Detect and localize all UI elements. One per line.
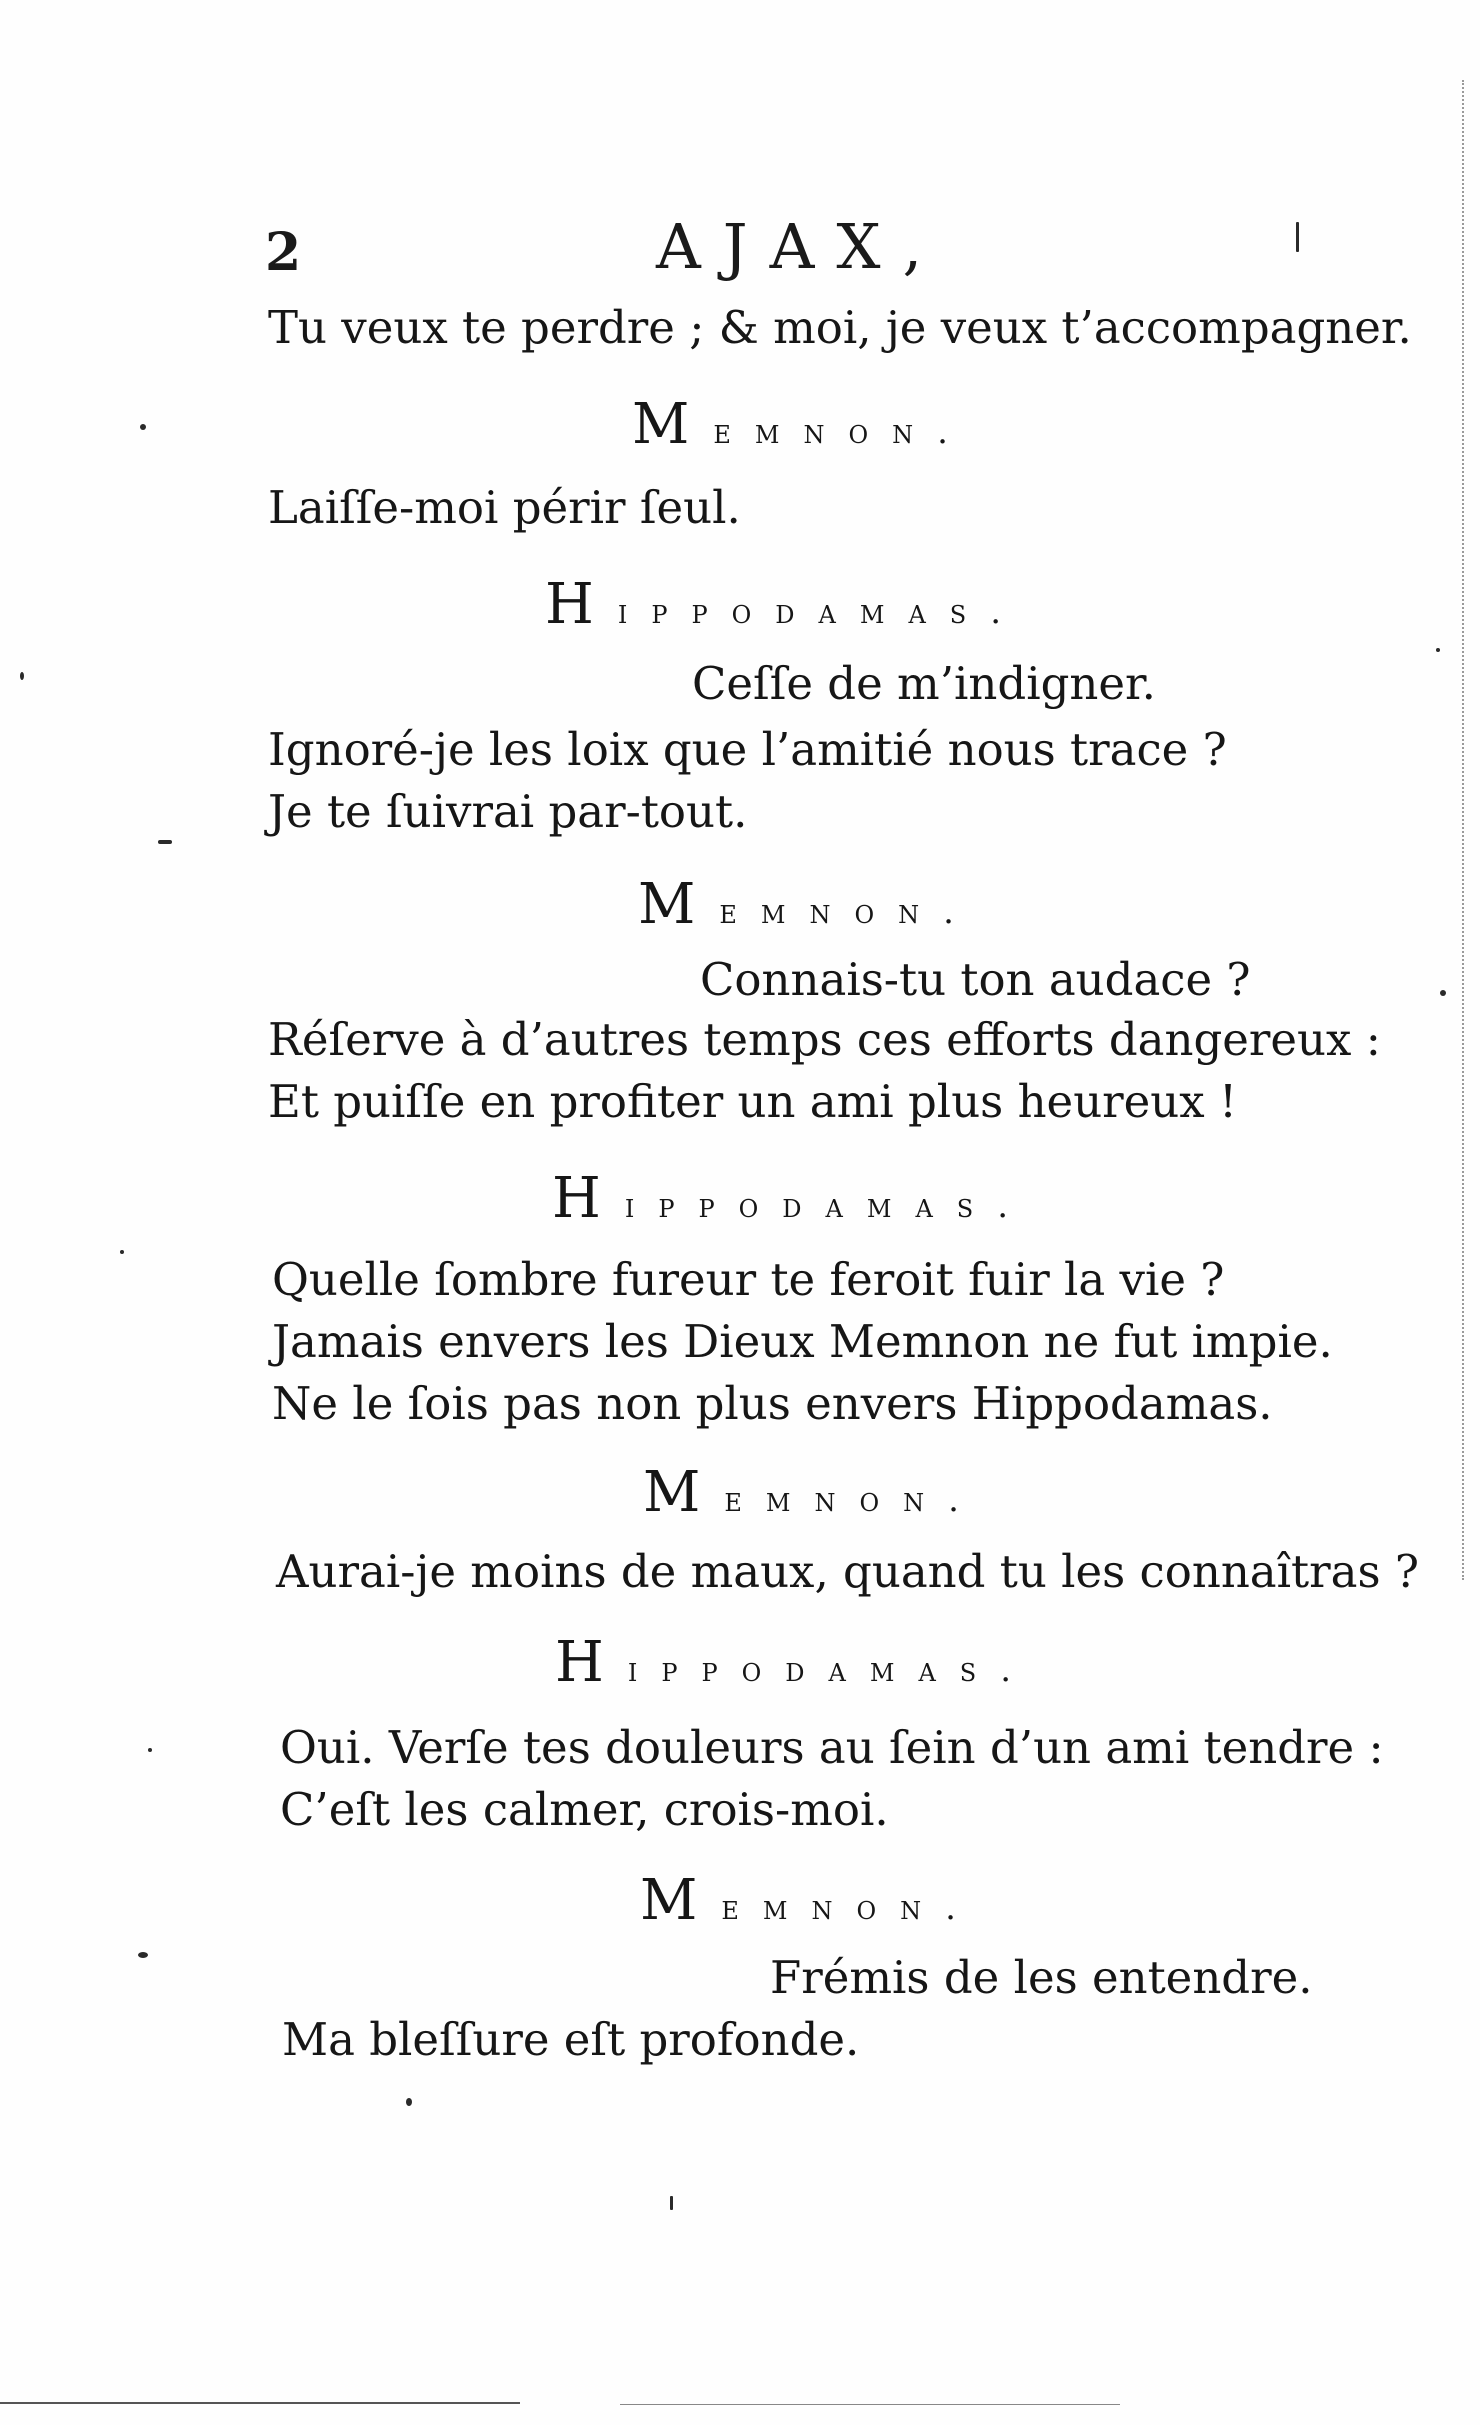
paper-speck bbox=[158, 840, 172, 844]
speaker-rest: ippodamas. bbox=[627, 1650, 1036, 1690]
verse-line: Quelle ſombre fureur te feroit fuir la vie ? bbox=[272, 1253, 1225, 1306]
speaker-rest: emnon. bbox=[724, 1480, 983, 1520]
speaker-initial: H bbox=[555, 1630, 628, 1695]
speaker-initial: M bbox=[638, 872, 720, 937]
verse-line: Ne le ſois pas non plus envers Hippodamas. bbox=[272, 1377, 1273, 1430]
speaker-initial: M bbox=[632, 392, 714, 457]
speaker-initial: H bbox=[552, 1166, 625, 1231]
paper-speck bbox=[20, 672, 24, 680]
speaker-initial: M bbox=[640, 1868, 722, 1933]
paper-speck bbox=[138, 1952, 148, 1958]
verse-line: C’eſt les calmer, crois-moi. bbox=[280, 1783, 889, 1836]
verse-line: Jamais envers les Dieux Memnon ne fut impie. bbox=[272, 1315, 1333, 1368]
speaker-name bbox=[638, 872, 978, 937]
verse-line: Ceſſe de m’indigner. bbox=[692, 657, 1156, 710]
paper-speck bbox=[120, 1250, 124, 1254]
verse-line: Connais-tu ton audace ? bbox=[700, 953, 1251, 1006]
speaker-rest: emnon. bbox=[713, 412, 972, 452]
verse-line: Aurai-je moins de maux, quand tu les connaîtras ? bbox=[276, 1545, 1419, 1598]
bottom-edge-line bbox=[620, 2404, 1120, 2405]
running-title: AJAX, bbox=[656, 210, 945, 283]
paper-speck bbox=[140, 424, 146, 430]
paper-speck bbox=[148, 1748, 152, 1752]
page-edge-shadow bbox=[1462, 80, 1467, 1580]
speaker-name bbox=[640, 1868, 980, 1933]
verse-line: Laiſſe-moi périr ſeul. bbox=[268, 481, 741, 534]
speaker-rest: ippodamas. bbox=[617, 592, 1026, 632]
speaker-initial: M bbox=[643, 1460, 725, 1525]
paper-speck bbox=[1296, 222, 1299, 252]
verse-line: Oui. Verſe tes douleurs au ſein d’un ami tendre : bbox=[280, 1721, 1384, 1774]
verse-line: Frémis de les entendre. bbox=[770, 1951, 1313, 2004]
speaker-initial: H bbox=[545, 572, 618, 637]
paper-speck bbox=[1440, 990, 1446, 996]
verse-line: Tu veux te perdre ; & moi, je veux t’accompagner. bbox=[268, 301, 1412, 354]
page-number: 2 bbox=[265, 222, 302, 283]
speaker-name bbox=[632, 392, 972, 457]
paper-speck bbox=[670, 2196, 673, 2210]
speaker-rest: emnon. bbox=[719, 892, 978, 932]
speaker-name bbox=[643, 1460, 983, 1525]
verse-line: Et puiſſe en profiter un ami plus heureux ! bbox=[268, 1075, 1238, 1128]
bottom-edge-line bbox=[0, 2402, 520, 2404]
verse-line: Ignoré-je les loix que l’amitié nous trace ? bbox=[268, 723, 1227, 776]
speaker-rest: ippodamas. bbox=[624, 1186, 1033, 1226]
speaker-name bbox=[552, 1166, 1032, 1231]
speaker-name bbox=[545, 572, 1025, 637]
verse-line: Je te ſuivrai par-tout. bbox=[268, 785, 748, 838]
verse-line: Ma bleſſure eſt profonde. bbox=[282, 2013, 860, 2066]
paper-speck bbox=[1436, 648, 1440, 652]
speaker-name bbox=[555, 1630, 1035, 1695]
speaker-rest: emnon. bbox=[721, 1888, 980, 1928]
verse-line: Réſerve à d’autres temps ces efforts dangereux : bbox=[268, 1013, 1381, 1066]
paper-speck bbox=[406, 2098, 412, 2106]
